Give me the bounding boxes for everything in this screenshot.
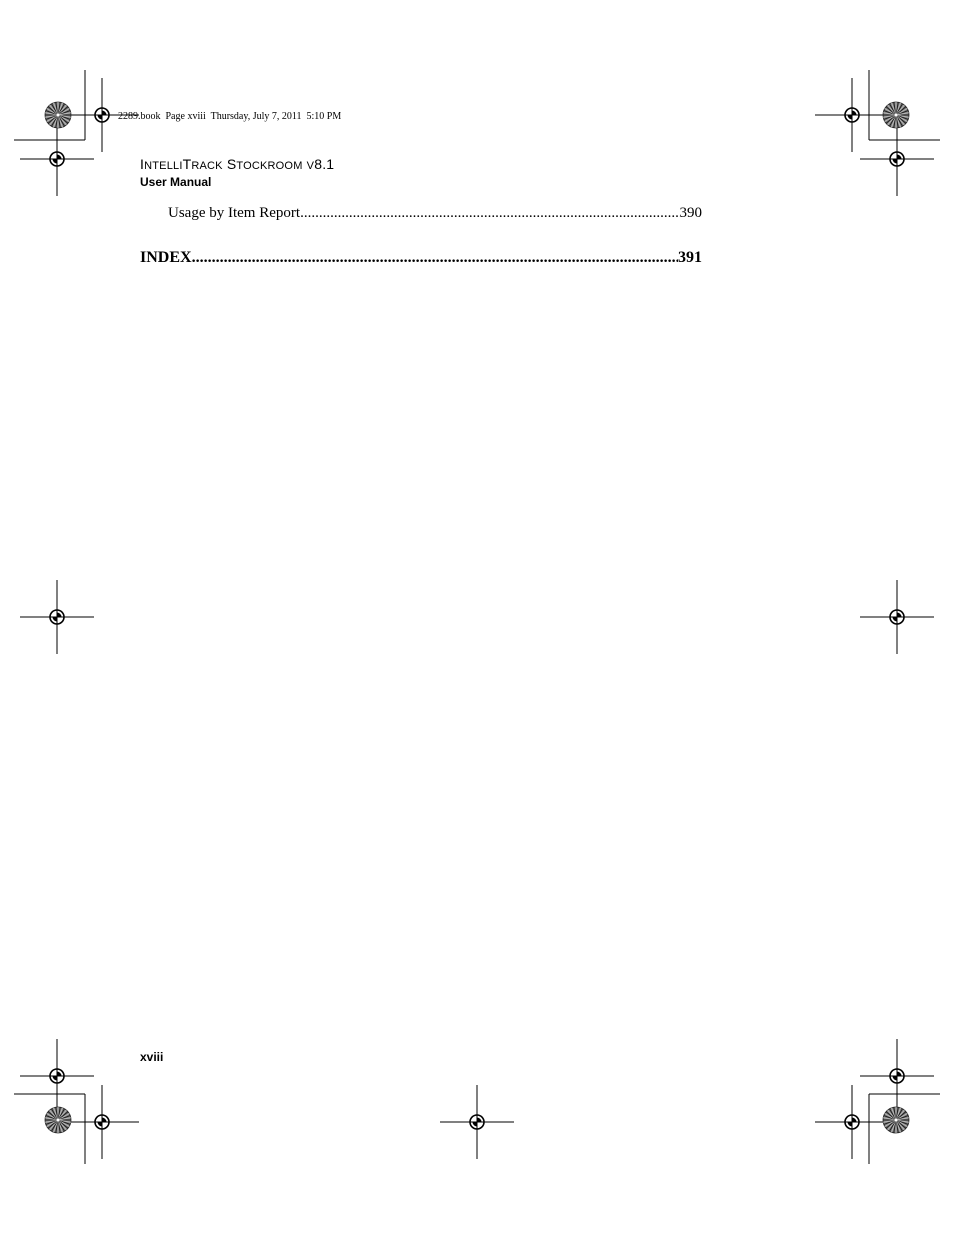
toc-entry-usage-by-item-report[interactable]: [168, 205, 702, 222]
toc-entry-index[interactable]: [140, 249, 702, 267]
title-part: 8.1: [314, 156, 335, 172]
registration-target: [20, 122, 94, 196]
registration-target: [860, 122, 934, 196]
running-header-subtitle: User Manual: [140, 175, 212, 189]
toc-leader-dots: [192, 249, 678, 267]
toc-entry-page: 390: [679, 205, 702, 221]
starburst-mark: [45, 1107, 71, 1133]
registration-target: [440, 1085, 514, 1159]
title-part: I: [140, 156, 145, 172]
registration-target: [815, 78, 889, 152]
title-part: TOCKROOM: [236, 160, 303, 172]
title-part: S: [222, 156, 237, 172]
print-slug-line: 2289.book Page xviii Thursday, July 7, 2011 5:10 PM: [118, 111, 342, 122]
toc-entry-page: 391: [678, 249, 702, 266]
registration-target: [20, 580, 94, 654]
toc-entry-label: Usage by Item Report: [168, 205, 301, 221]
registration-target: [815, 1085, 889, 1159]
starburst-mark: [45, 102, 71, 128]
title-part: V: [306, 160, 315, 172]
toc-leader-dots: [300, 205, 679, 222]
starburst-mark: [883, 102, 909, 128]
registration-target: [65, 1085, 139, 1159]
toc-entry-label: INDEX: [140, 249, 192, 266]
title-part: NTELLI: [144, 160, 183, 172]
registration-target: [860, 580, 934, 654]
page-folio: xviii: [140, 1050, 164, 1064]
title-part: RACK: [191, 160, 223, 172]
title-part: T: [182, 156, 192, 172]
registration-target: [20, 1039, 94, 1113]
registration-target: [860, 1039, 934, 1113]
running-header-title: [140, 156, 334, 174]
starburst-mark: [883, 1107, 909, 1133]
